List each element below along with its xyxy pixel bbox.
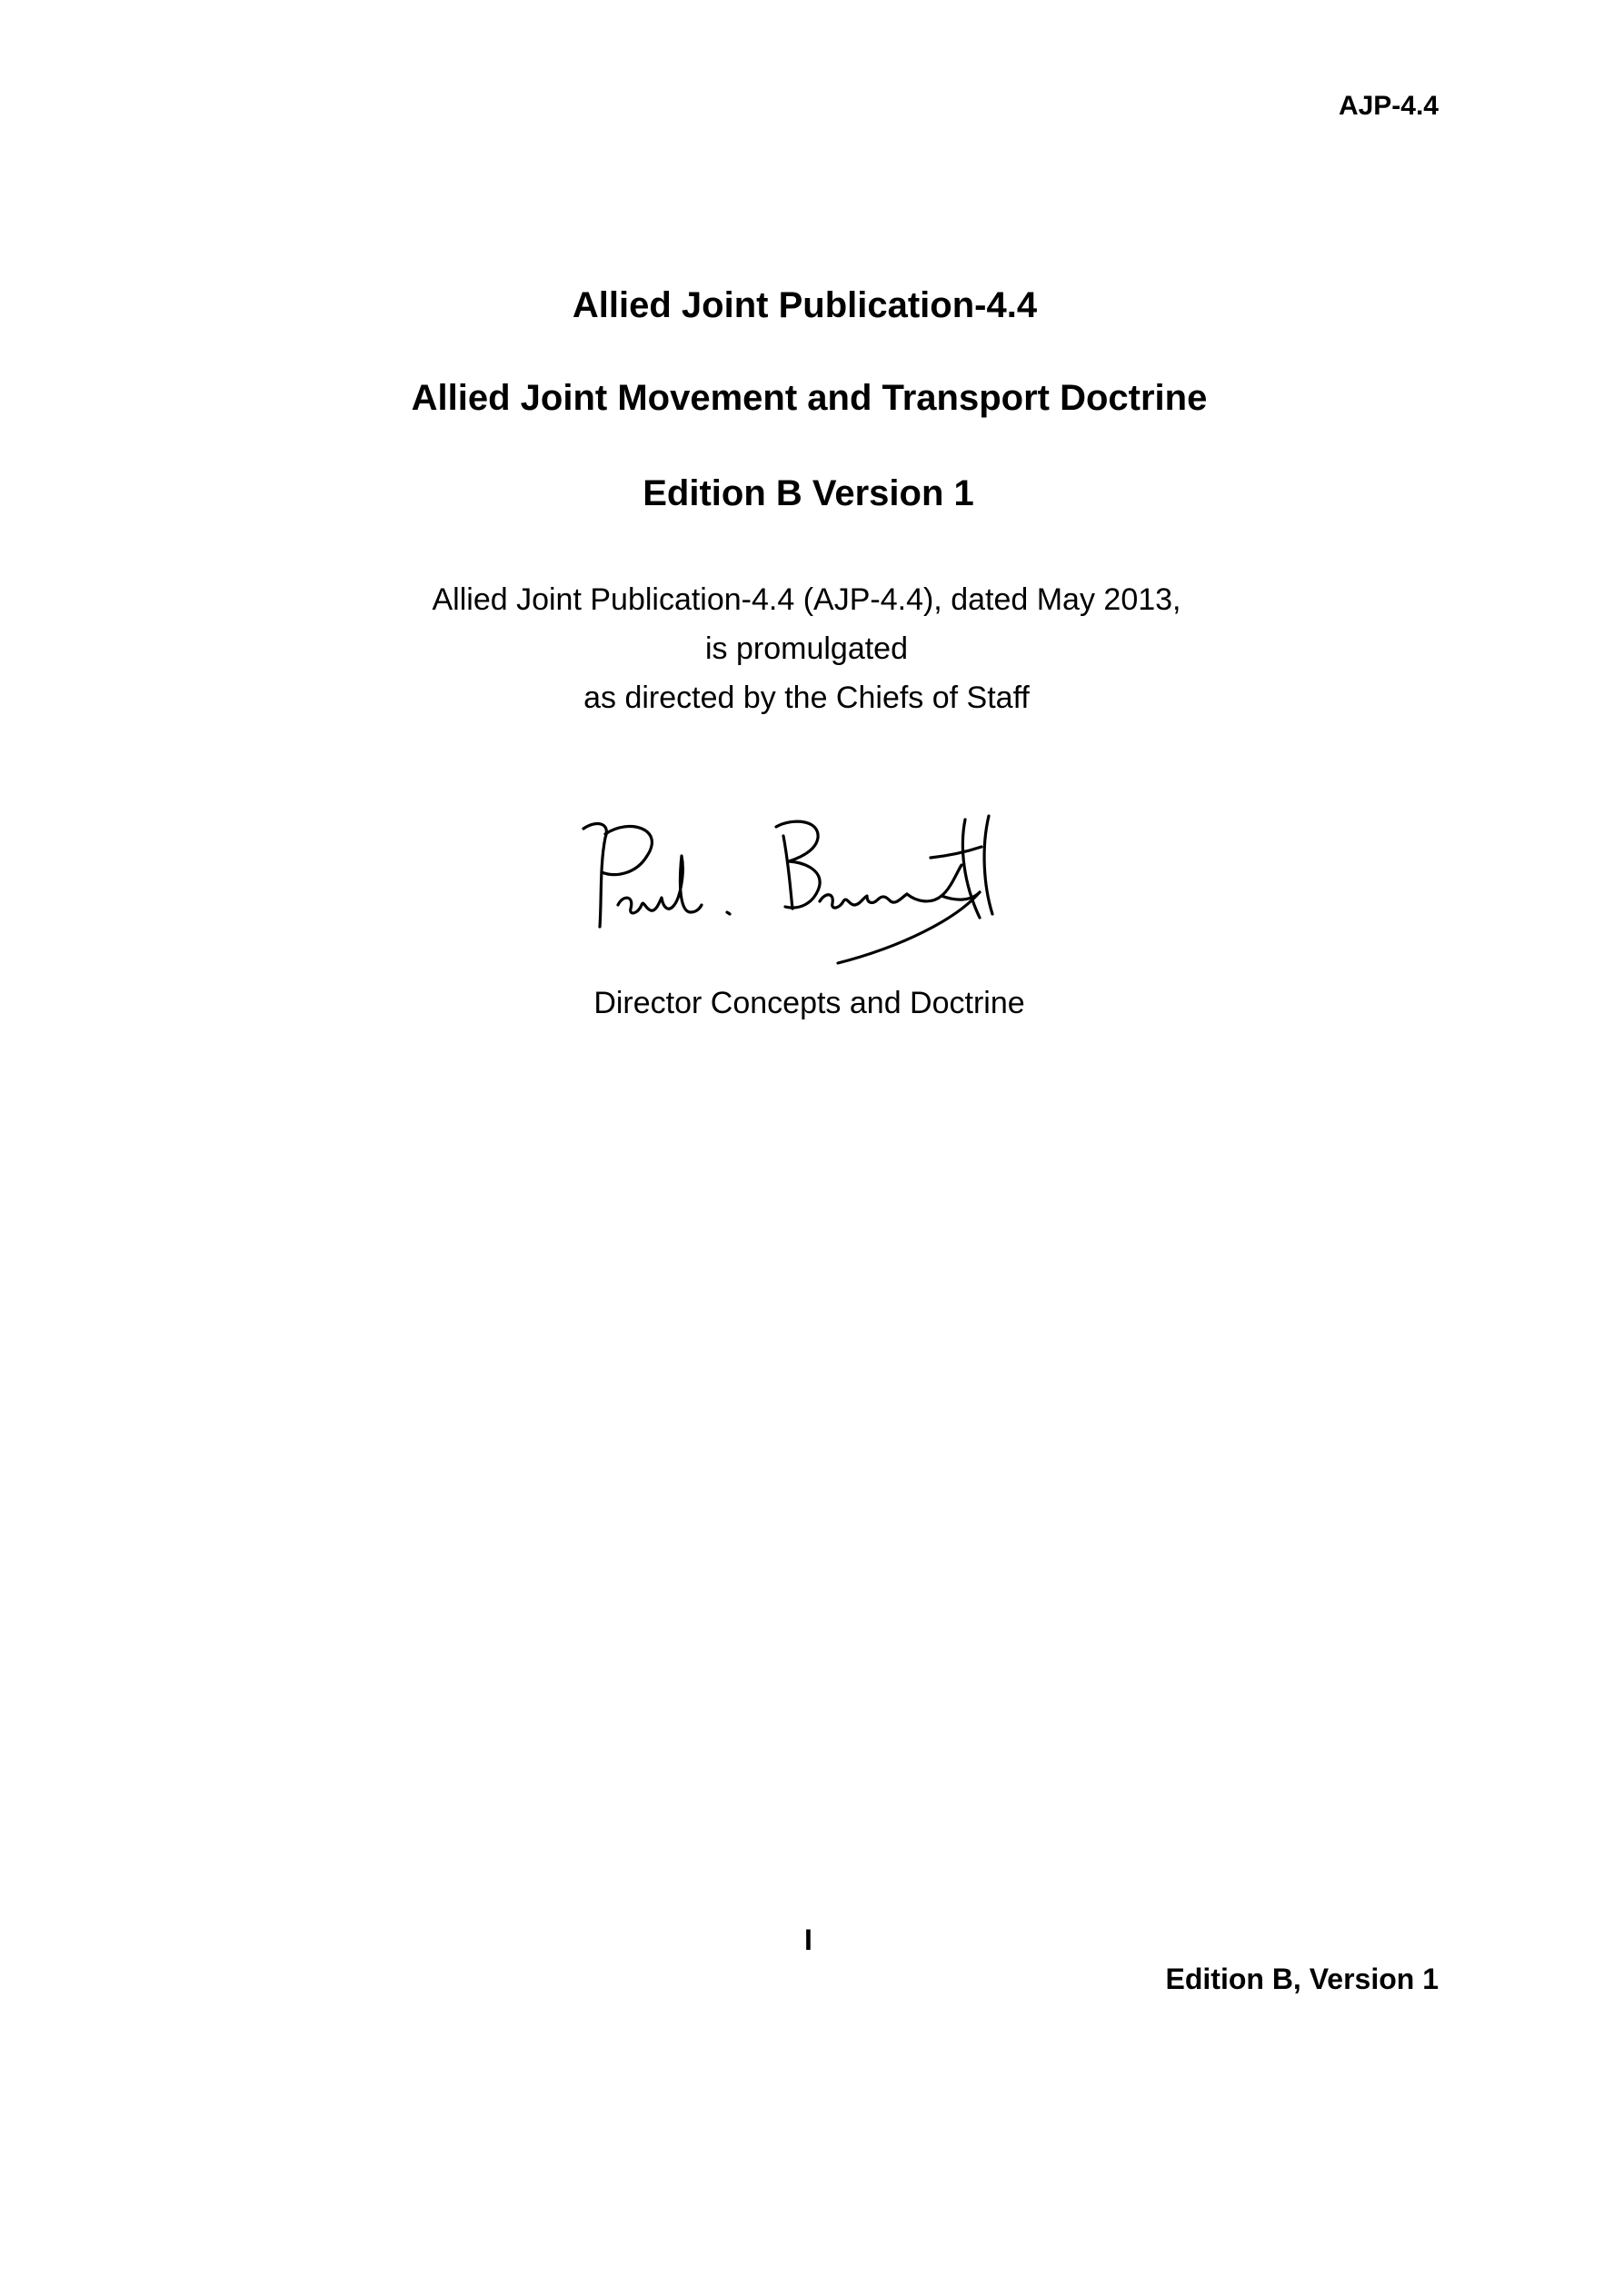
promulgation-statement [0, 575, 1619, 722]
publication-subtitle: Allied Joint Movement and Transport Doctrine [411, 378, 1208, 418]
handwritten-signature [574, 810, 1038, 965]
page-number: I [804, 1923, 812, 1956]
document-code: AJP-4.4 [1338, 91, 1439, 121]
signatory-title: Director Concepts and Doctrine [593, 986, 1025, 1020]
edition-title: Edition B Version 1 [643, 473, 974, 513]
promulgation-line-2: is promulgated [704, 631, 908, 666]
promulgation-line-3: as directed by the Chiefs of Staff [583, 681, 1030, 715]
publication-title: Allied Joint Publication-4.4 [572, 285, 1038, 325]
promulgation-line-1: Allied Joint Publication-4.4 (AJP-4.4), dated May 2013, [432, 582, 1181, 617]
footer-edition: Edition B, Version 1 [1165, 1963, 1439, 1995]
